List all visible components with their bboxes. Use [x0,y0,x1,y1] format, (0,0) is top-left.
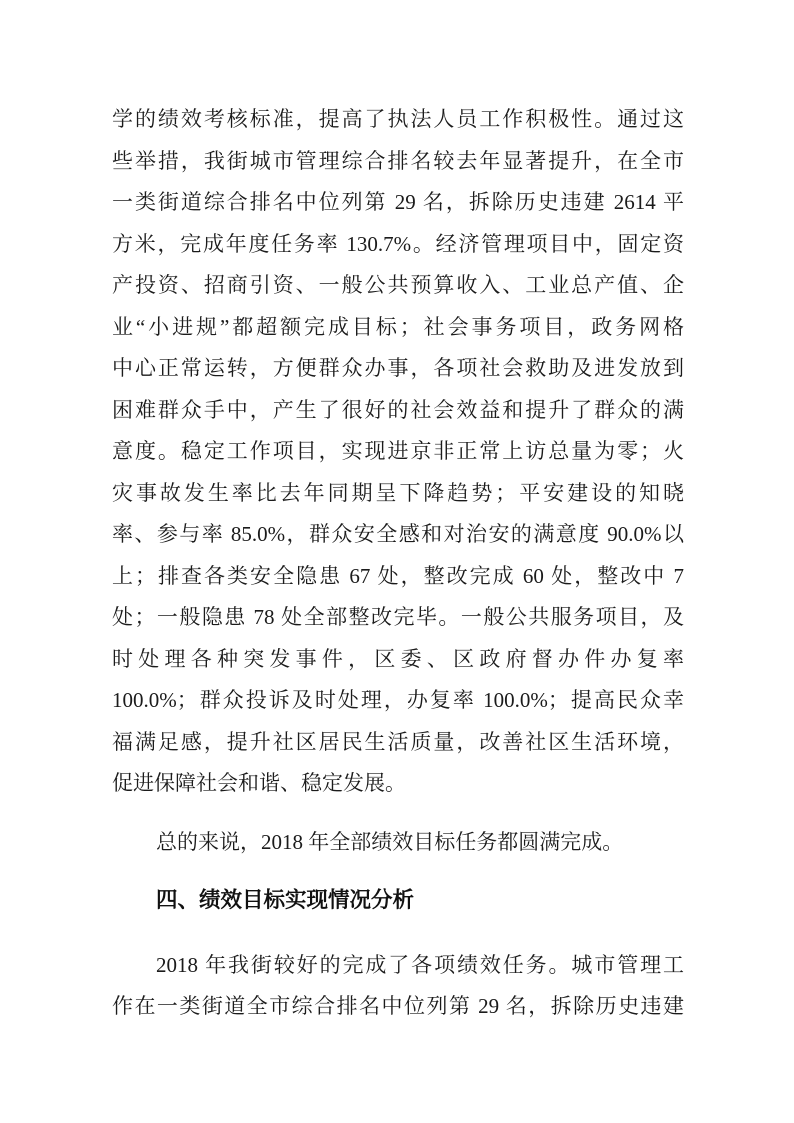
text-line: 2018 年我街较好的完成了各项绩效任务。城市管理工 [156,952,684,977]
text-line: 福满足感，提升社区居民生活质量，改善社区生活环境， [112,729,684,754]
paragraph-summary: 总的来说，2018 年全部绩效目标任务都圆满完成。 [156,829,624,854]
section-heading: 四、绩效目标实现情况分析 [156,888,415,912]
text-line: 率、参与率 85.0%，群众安全感和对治安的满意度 90.0%以 [112,522,684,546]
paragraph-analysis [112,945,684,1028]
text-line: 业“小进规”都超额完成目标；社会事务项目，政务网格 [112,314,684,339]
text-line: 灾事故发生率比去年同期呈下降趋势；平安建设的知晓 [112,480,684,505]
text-line: 困难群众手中，产生了很好的社会效益和提升了群众的满 [112,397,684,422]
text-line: 产投资、招商引资、一般公共预算收入、工业总产值、企 [112,273,684,297]
page-content [112,99,684,1028]
paragraph-performance-results [112,99,684,805]
text-line: 100.0%；群众投诉及时处理，办复率 100.0%；提高民众幸 [112,688,684,712]
text-line: 处；一般隐患 78 处全部整改完毕。一般公共服务项目，及 [112,605,684,629]
text-line: 中心正常运转，方便群众办事，各项社会救助及进发放到 [112,356,684,380]
text-line: 时处理各种突发事件，区委、区政府督办件办复率 [112,646,684,671]
text-line: 学的绩效考核标准，提高了执法人员工作积极性。通过这 [112,107,684,131]
text-line: 方米，完成年度任务率 130.7%。经济管理项目中，固定资 [112,231,684,256]
text-line: 些举措，我街城市管理综合排名较去年显著提升，在全市 [112,148,684,173]
text-line: 意度。稳定工作项目，实现进京非正常上访总量为零；火 [112,439,684,463]
text-line: 上；排查各类安全隐患 67 处，整改完成 60 处，整改中 7 [112,563,684,588]
text-line: 作在一类街道全市综合排名中位列第 29 名，拆除历史违建 [112,994,684,1018]
text-line: 一类街道综合排名中位列第 29 名，拆除历史违建 2614 平 [112,190,684,214]
text-line: 促进保障社会和谐、稳定发展。 [112,771,406,795]
